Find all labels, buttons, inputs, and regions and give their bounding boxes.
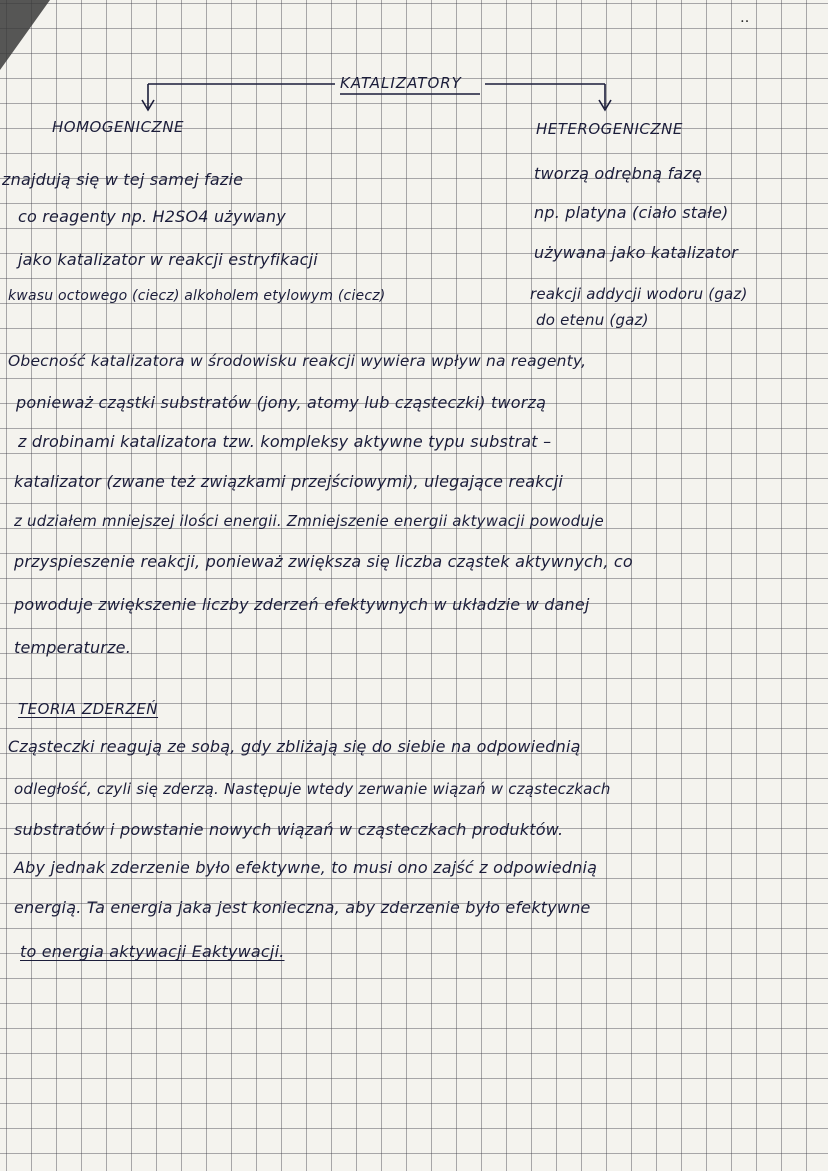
right-line-1: tworzą odrębną fazę <box>534 164 703 183</box>
left-line-4: kwasu octowego (ciecz) alkoholem etylowym (ciecz) <box>8 288 386 304</box>
paragraph1-line-7: powoduje zwiększenie liczby zderzeń efektywnych w układzie w danej <box>14 595 590 614</box>
ink-dots: ‥ <box>740 10 750 26</box>
paragraph2-line-1: Cząsteczki reagują ze sobą, gdy zbliżają się do siebie na odpowiednią <box>8 737 581 756</box>
page-title: KATALIZATORY <box>340 74 462 92</box>
right-line-2: np. platyna (ciało stałe) <box>534 203 729 222</box>
left-line-2: co reagenty np. H2SO4 używany <box>18 207 286 226</box>
paragraph2-line-2: odległość, czyli się zderzą. Następuje wtedy zerwanie wiązań w cząsteczkach <box>14 780 611 798</box>
right-line-4: reakcji addycji wodoru (gaz) <box>530 285 748 303</box>
paragraph2-line-5: energią. Ta energia jaka jest konieczna, aby zderzenie było efektywne <box>14 898 591 917</box>
heterogeneous-heading: HETEROGENICZNE <box>536 120 683 138</box>
paragraph2-line-3: substratów i powstanie nowych wiązań w cząsteczkach produktów. <box>14 820 564 839</box>
paragraph1-line-2: ponieważ cząstki substratów (jony, atomy lub cząsteczki) tworzą <box>16 393 547 412</box>
paragraph1-line-8: temperaturze. <box>14 638 132 657</box>
right-line-5: do etenu (gaz) <box>536 311 649 329</box>
paragraph1-line-5: z udziałem mniejszej ilości energii. Zmniejszenie energii aktywacji powoduje <box>14 512 604 530</box>
paragraph1-line-6: przyspieszenie reakcji, ponieważ zwiększa się liczba cząstek aktywnych, co <box>14 552 633 571</box>
paragraph2-line-6: to energia aktywacji Eaktywacji. <box>20 942 285 961</box>
left-line-1: znajdują się w tej samej fazie <box>2 170 244 189</box>
paragraph2-line-4: Aby jednak zderzenie było efektywne, to musi ono zajść z odpowiednią <box>14 858 598 877</box>
paragraph1-line-3: z drobinami katalizatora tzw. kompleksy aktywne typu substrat – <box>18 432 552 451</box>
homogeneous-heading: HOMOGENICZNE <box>52 118 185 136</box>
left-line-3: jako katalizator w reakcji estryfikacji <box>18 250 318 269</box>
paragraph1-line-1: Obecność katalizatora w środowisku reakcji wywiera wpływ na reagenty, <box>8 352 587 370</box>
theory-heading: TEORIA ZDERZEŃ <box>18 700 159 718</box>
right-line-3: używana jako katalizator <box>534 243 739 262</box>
paragraph1-line-4: katalizator (zwane też związkami przejściowymi), ulegające reakcji <box>14 472 564 491</box>
